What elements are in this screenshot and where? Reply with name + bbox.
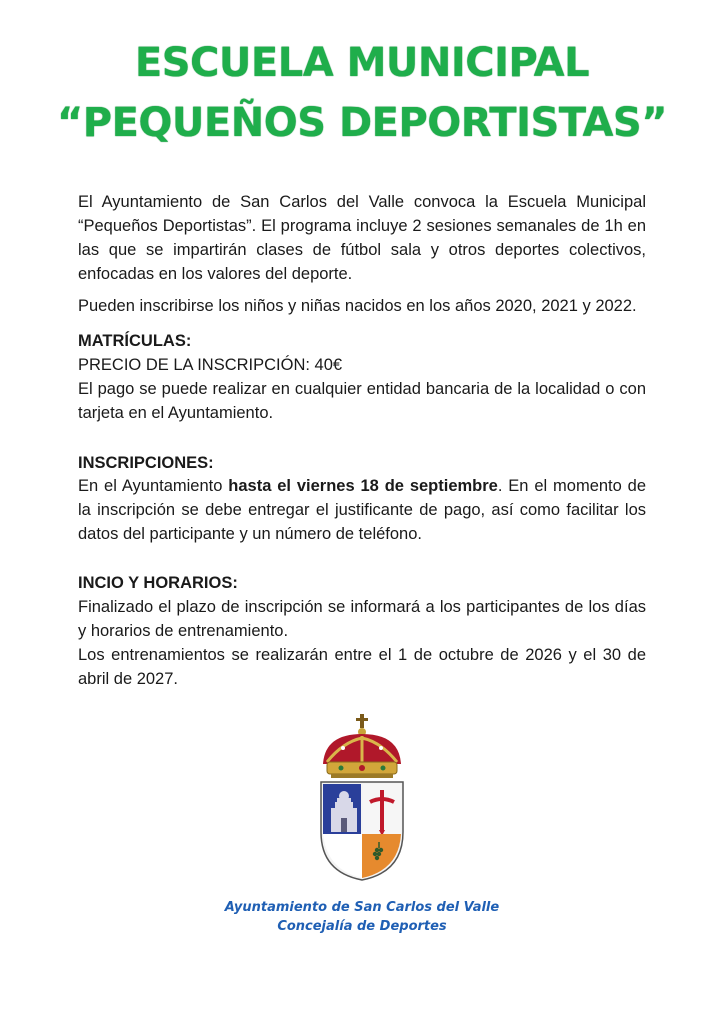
training-dates-text: Los entrenamientos se realizarán entre el 1 de octubre de 2026 y el 30 de abril de 2027. [78,646,646,688]
price-text: PRECIO DE LA INSCRIPCIÓN: 40€ [78,356,343,374]
page-title-line1: ESCUELA MUNICIPAL [134,40,590,86]
horarios-heading: INCIO Y HORARIOS: [78,574,238,592]
coat-of-arms-icon [313,712,411,890]
deadline-text: hasta el viernes 18 de septiembre [228,477,498,495]
payment-text: El pago se puede realizar en cualquier entidad bancaria de la localidad o con tarjeta en el Ayuntamiento. [78,380,646,422]
page-title-line2: “PEQUEÑOS DEPORTISTAS” [56,100,667,146]
inscripciones-text-end: . En el momento de la inscripción se debe entregar el justificante de pago, así como facilitar los datos del participante y un número de teléfono. [78,477,647,543]
matriculas-heading: MATRÍCULAS: [78,332,192,350]
intro-paragraph: El Ayuntamiento de San Carlos del Valle convoca la Escuela Municipal “Pequeños Deportistas”. El programa incluye 2 sesiones semanales de 1h en las que se impartirán clases de fútbol sala y otros deportes colectivos, enfocadas en los valores del deporte. [78,193,646,283]
inscripciones-text-start: En el Ayuntamiento [78,477,229,495]
footer-department: Concejalía de Deportes [277,919,447,934]
inscripciones-heading: INSCRIPCIONES: [78,454,214,472]
eligibility-paragraph: Pueden inscribirse los niños y niñas nacidos en los años 2020, 2021 y 2022. [78,297,637,315]
inscripciones-text [78,474,646,546]
horarios-info-text: Finalizado el plazo de inscripción se informará a los participantes de los días y horarios de entrenamiento. [78,598,646,640]
footer-organization: Ayuntamiento de San Carlos del Valle [224,900,500,915]
